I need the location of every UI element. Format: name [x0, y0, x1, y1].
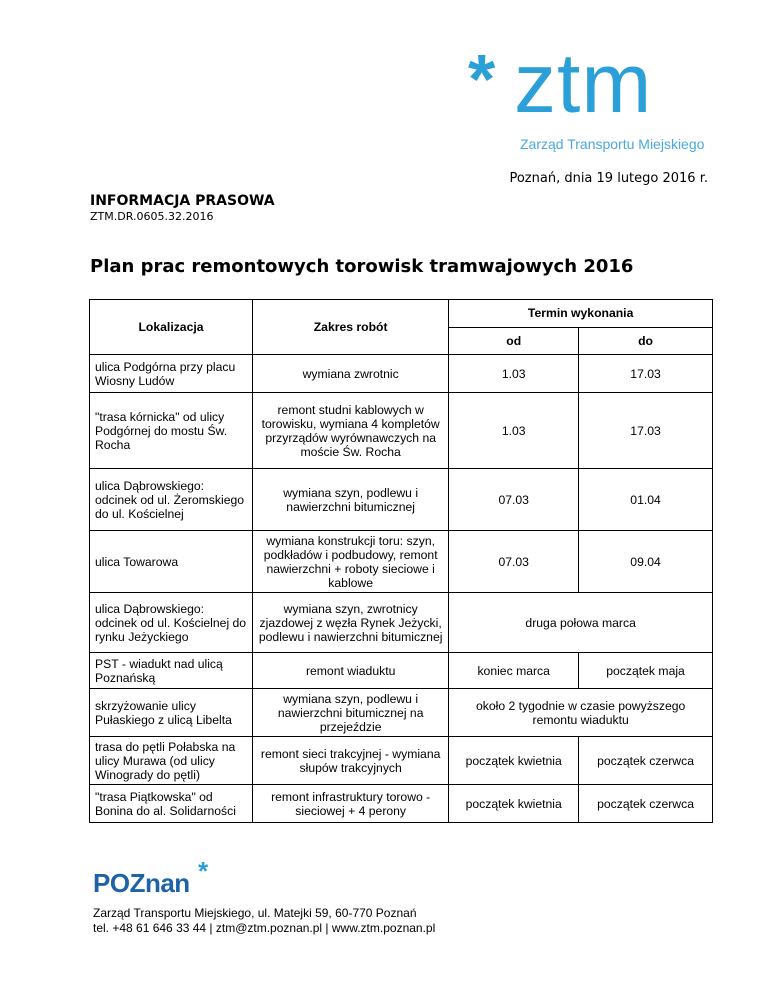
table-row — [90, 785, 713, 823]
poznan-star-icon: * — [198, 856, 209, 886]
cell-scope: wymiana szyn, podlewu i nawierzchni bitumicznej na przejeździe — [253, 689, 449, 737]
header-from: od — [449, 327, 579, 355]
header-location: Lokalizacja — [90, 300, 253, 355]
cell-scope: remont studni kablowych w torowisku, wymiana 4 kompletów przyrządów wyrównawczych na moście Św. Rocha — [253, 393, 449, 469]
cell-from: 07.03 — [449, 469, 579, 531]
table-header-row — [90, 300, 713, 328]
cell-term-merged: druga połowa marca — [449, 593, 713, 653]
date-line: Poznań, dnia 19 lutego 2016 r. — [509, 171, 708, 186]
repair-plan-table — [89, 299, 713, 823]
cell-location: trasa do pętli Połabska na ulicy Murawa (od ulicy Winogrady do pętli) — [90, 737, 253, 785]
poznan-logo-word: POZnan — [93, 868, 190, 898]
cell-from: 1.03 — [449, 393, 579, 469]
table-row — [90, 393, 713, 469]
reference-number: ZTM.DR.0605.32.2016 — [90, 210, 214, 223]
footer-contact: tel. +48 61 646 33 44 | ztm@ztm.poznan.pl | www.ztm.poznan.pl — [93, 921, 436, 935]
cell-from: początek kwietnia — [449, 785, 579, 823]
cell-from: początek kwietnia — [449, 737, 579, 785]
cell-scope: remont wiaduktu — [253, 653, 449, 689]
press-release-heading: INFORMACJA PRASOWA — [90, 193, 275, 209]
poznan-logo — [93, 856, 223, 900]
cell-scope: remont sieci trakcyjnej - wymiana słupów trakcyjnych — [253, 737, 449, 785]
cell-location: "trasa kórnicka" od ulicy Podgórnej do mostu Św. Rocha — [90, 393, 253, 469]
cell-scope: remont infrastruktury torowo - sieciowej + 4 perony — [253, 785, 449, 823]
cell-to: początek czerwca — [579, 785, 713, 823]
table-row — [90, 593, 713, 653]
cell-to: 01.04 — [579, 469, 713, 531]
cell-to: początek czerwca — [579, 737, 713, 785]
header-scope: Zakres robót — [253, 300, 449, 355]
cell-location: PST - wiadukt nad ulicą Poznańską — [90, 653, 253, 689]
cell-scope: wymiana szyn, podlewu i nawierzchni bitumicznej — [253, 469, 449, 531]
cell-to: 17.03 — [579, 355, 713, 393]
ztm-asterisk-icon: * — [468, 40, 496, 118]
cell-location: ulica Towarowa — [90, 531, 253, 593]
cell-location: skrzyżowanie ulicy Pułaskiego z ulicą Libelta — [90, 689, 253, 737]
cell-to: 17.03 — [579, 393, 713, 469]
cell-scope: wymiana zwrotnic — [253, 355, 449, 393]
document-title: Plan prac remontowych torowisk tramwajowych 2016 — [90, 256, 634, 277]
table-row — [90, 531, 713, 593]
ztm-logo-subtitle: Zarząd Transportu Miejskiego — [520, 136, 705, 152]
header-term: Termin wykonania — [449, 300, 713, 328]
ztm-logo — [468, 36, 708, 154]
table-row — [90, 689, 713, 737]
table-row — [90, 653, 713, 689]
cell-scope: wymiana szyn, zwrotnicy zjazdowej z węzła Rynek Jeżycki, podlewu i nawierzchni bitumicznej — [253, 593, 449, 653]
cell-scope: wymiana konstrukcji toru: szyn, podkładów i podbudowy, remont nawierzchni + roboty sieciowe i kablowe — [253, 531, 449, 593]
header-to: do — [579, 327, 713, 355]
table-row — [90, 469, 713, 531]
cell-to: 09.04 — [579, 531, 713, 593]
table-row — [90, 737, 713, 785]
cell-location: ulica Dąbrowskiego: odcinek od ul. Żeromskiego do ul. Kościelnej — [90, 469, 253, 531]
cell-term-merged: około 2 tygodnie w czasie powyższego remontu wiaduktu — [449, 689, 713, 737]
ztm-logo-word: ztm — [514, 36, 653, 130]
cell-to: początek maja — [579, 653, 713, 689]
cell-location: ulica Podgórna przy placu Wiosny Ludów — [90, 355, 253, 393]
table-row — [90, 355, 713, 393]
cell-from: 07.03 — [449, 531, 579, 593]
cell-from: koniec marca — [449, 653, 579, 689]
footer-address: Zarząd Transportu Miejskiego, ul. Matejki 59, 60-770 Poznań — [93, 906, 417, 920]
cell-from: 1.03 — [449, 355, 579, 393]
cell-location: ulica Dąbrowskiego: odcinek od ul. Kościelnej do rynku Jeżyckiego — [90, 593, 253, 653]
cell-location: "trasa Piątkowska" od Bonina do al. Solidarności — [90, 785, 253, 823]
